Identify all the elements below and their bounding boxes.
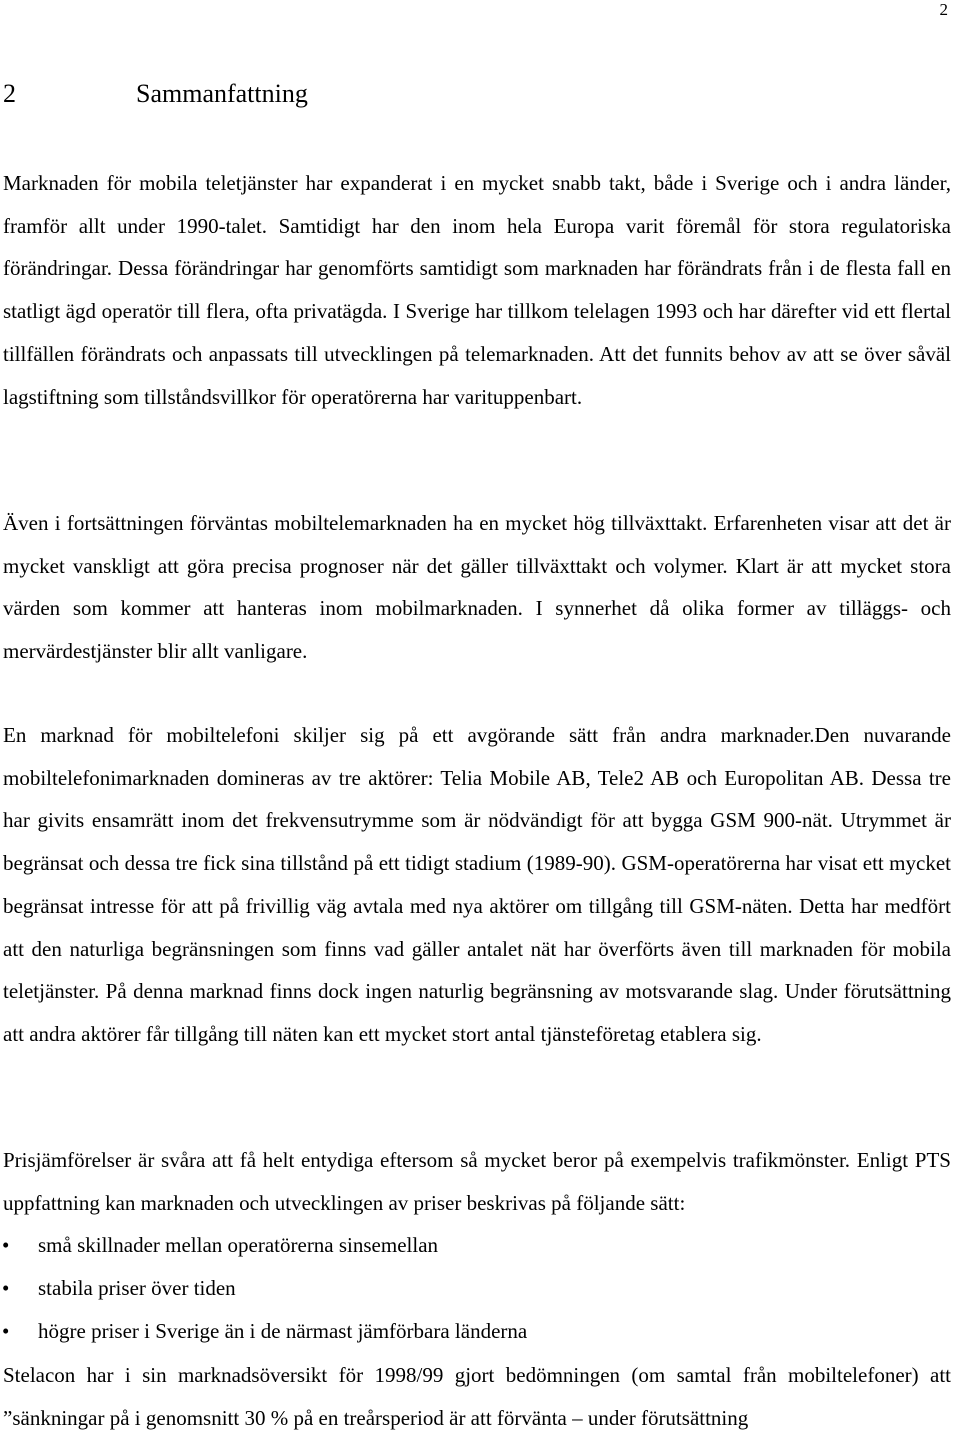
paragraph-1: Marknaden för mobila teletjänster har expanderat i en mycket snabb takt, både i Sverige och i andra länder, framför allt under 1990-talet. Samtidigt har den inom hela Europa varit föremål för stora regulatoriska förändringar. Dessa förändringar har genomförts samtidigt som marknaden har förändrats från i de flesta fall en statligt ägd operatör till flera, ofta privatägda. I Sverige har tillkom telelagen 1993 och har därefter vid ett flertal tillfällen förändrats och anpassats till utvecklingen på telemarknaden. Att det funnits behov av att se över såväl lagstiftning som tillståndsvillkor för operatörerna har varituppenbart. (3, 171, 951, 409)
list-item (0, 1310, 960, 1353)
closing-paragraph: Stelacon har i sin marknadsöversikt för 1998/99 gjort bedömningen (om samtal från mobiltelefoner) att ”sänkningar på i genomsnitt 30 % på en treårsperiod är att förvänta – under förutsättning (3, 1363, 951, 1430)
bullet-icon: • (2, 1233, 10, 1257)
bullet-list (0, 1224, 960, 1353)
section-title: Sammanfattning (136, 79, 308, 108)
list-item-text: små skillnader mellan operatörerna sinsemellan (38, 1233, 439, 1257)
bullet-icon: • (2, 1276, 10, 1300)
section-number: 2 (3, 79, 16, 108)
list-item (0, 1267, 960, 1310)
paragraph-2: Även i fortsättningen förväntas mobiltelemarknaden ha en mycket hög tillväxttakt. Erfarenheten visar att det är mycket vanskligt att göra precisa prognoser när det gäller tillväxttakt och volymer. Klart är att mycket stora värden som kommer att hanteras inom mobilmarknaden. I synnerhet då olika former av tilläggs- och mervärdestjänster blir allt vanligare. (3, 511, 951, 664)
list-item-text: högre priser i Sverige än i de närmast jämförbara länderna (38, 1319, 528, 1343)
page-number: 2 (939, 0, 948, 19)
paragraph-4: Prisjämförelser är svåra att få helt entydiga eftersom så mycket beror på exempelvis trafikmönster. Enligt PTS uppfattning kan marknaden och utvecklingen av priser beskrivas på följande sätt: (3, 1148, 951, 1215)
bullet-icon: • (2, 1319, 10, 1343)
paragraph-3: En marknad för mobiltelefoni skiljer sig på ett avgörande sätt från andra marknader.Den nuvarande mobiltelefonimarknaden domineras av tre aktörer: Telia Mobile AB, Tele2 AB och Europolitan AB. Dessa tre har givits ensamrätt inom det frekvensutrymme som är nödvändigt för att bygga GSM 900-nät. Utrymmet är begränsat och dessa tre fick sina tillstånd på ett tidigt stadium (1989-90). GSM-operatörerna har visat ett mycket begränsat intresse för att på frivillig väg avtala med nya aktörer om tillgång till GSM-näten. Detta har medfört att den naturliga begränsningen som finns vad gäller antalet nät har överförts även till marknaden för mobila teletjänster. På denna marknad finns dock ingen naturlig begränsning av motsvarande slag. Under förutsättning att andra aktörer får tillgång till näten kan ett mycket stort antal tjänsteföretag etablera sig. (3, 723, 951, 1046)
list-item-text: stabila priser över tiden (38, 1276, 236, 1300)
list-item (0, 1224, 960, 1267)
